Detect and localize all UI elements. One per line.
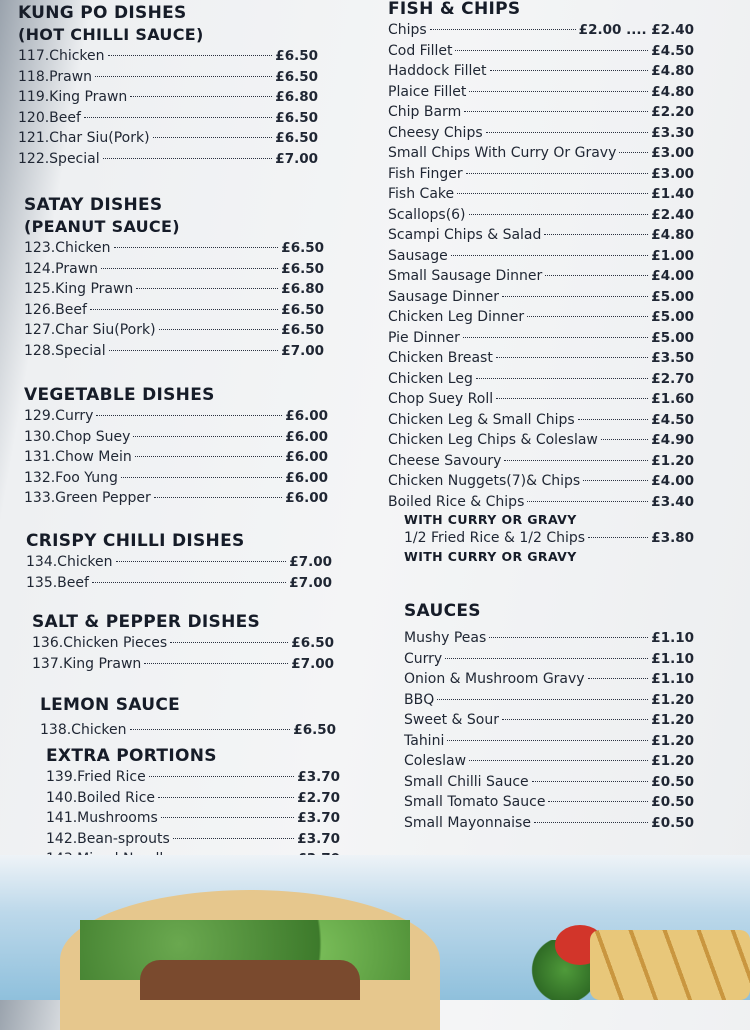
- menu-item: [32, 633, 334, 654]
- sauces-section: [404, 600, 694, 833]
- section-title: SATAY DISHES: [24, 195, 163, 215]
- item-name: Small Chilli Sauce: [404, 773, 529, 790]
- item-price: £0.50: [651, 814, 694, 831]
- item-name: 130.Chop Suey: [24, 428, 131, 445]
- dot-leader: [544, 234, 648, 235]
- menu-item: [388, 61, 694, 82]
- item-name: 121.Char Siu(Pork): [18, 130, 150, 146]
- dot-leader: [84, 117, 272, 118]
- menu-item: [404, 731, 694, 752]
- menu-item: [24, 468, 328, 489]
- item-price: £1.10: [651, 630, 694, 646]
- item-name: 119.King Prawn: [18, 89, 128, 105]
- item-name: Small Chips With Curry Or Gravy: [388, 145, 617, 161]
- menu-item: [404, 628, 694, 649]
- item-name: Sausage Dinner: [388, 288, 499, 305]
- item-name: 118.Prawn: [18, 68, 93, 85]
- menu-item: [388, 102, 694, 123]
- dot-leader: [583, 480, 648, 481]
- section-title: FISH & CHIPS: [388, 0, 521, 19]
- item-name: Chicken Leg Chips & Coleslaw: [388, 432, 598, 448]
- menu-list: [24, 406, 328, 509]
- dot-leader: [532, 781, 649, 782]
- menu-item: [404, 669, 694, 690]
- item-name: Small Mayonnaise: [404, 814, 531, 831]
- item-name: 137.King Prawn: [32, 655, 142, 672]
- spring-rolls-photo: [590, 930, 750, 1000]
- dot-leader: [116, 561, 287, 562]
- dot-leader: [548, 801, 648, 802]
- item-price: £3.40: [651, 493, 694, 510]
- section-title: LEMON SAUCE: [40, 695, 181, 715]
- dot-leader: [445, 658, 648, 659]
- menu-item: [388, 348, 694, 369]
- dot-leader: [161, 817, 294, 818]
- menu-item: [404, 751, 694, 772]
- item-price: £6.50: [293, 722, 336, 738]
- section-title: VEGETABLE DISHES: [24, 385, 215, 405]
- item-price: £3.70: [297, 830, 340, 847]
- item-price: £6.00: [285, 449, 328, 465]
- dot-leader: [437, 699, 648, 700]
- dot-leader: [154, 497, 283, 498]
- item-name: Chop Suey Roll: [388, 391, 494, 407]
- dot-leader: [133, 436, 282, 437]
- dot-leader: [601, 439, 648, 440]
- dot-leader: [527, 501, 648, 502]
- item-price: £2.00 .... £2.40: [578, 22, 694, 38]
- menu-item: [388, 143, 694, 164]
- item-name: Boiled Rice & Chips: [388, 493, 525, 510]
- item-price: £4.50: [651, 42, 694, 59]
- menu-item: [18, 108, 318, 129]
- item-name: Pie Dinner: [388, 329, 460, 346]
- item-price: £6.80: [275, 89, 318, 105]
- menu-item: [404, 649, 694, 670]
- item-name: Cheese Savoury: [388, 452, 502, 469]
- dot-leader: [121, 477, 282, 478]
- item-price: £6.50: [275, 109, 318, 126]
- item-name: Chicken Breast: [388, 350, 493, 366]
- dot-leader: [159, 329, 279, 330]
- menu-item: [388, 205, 694, 226]
- section-subtitle: (PEANUT SAUCE): [24, 217, 180, 236]
- item-price: £4.50: [651, 411, 694, 428]
- item-name: 1/2 Fried Rice & 1/2 Chips: [404, 530, 586, 546]
- item-price: £1.60: [651, 391, 694, 407]
- item-name: Cheesy Chips: [388, 124, 483, 141]
- item-name: Chicken Leg Dinner: [388, 309, 525, 325]
- item-name: 129.Curry: [24, 408, 94, 424]
- dot-leader: [486, 132, 649, 133]
- menu-item: [388, 82, 694, 103]
- item-price: £5.00: [651, 288, 694, 305]
- section-title: KUNG PO DISHES: [18, 3, 187, 23]
- menu-item: [18, 67, 318, 88]
- dot-leader: [170, 642, 288, 643]
- dot-leader: [496, 357, 648, 358]
- dot-leader: [469, 760, 648, 761]
- item-name: Fish Finger: [388, 165, 463, 182]
- item-name: 139.Fried Rice: [46, 769, 146, 785]
- item-price: £4.80: [651, 83, 694, 100]
- item-price: £6.50: [281, 301, 324, 318]
- menu-item: [46, 808, 340, 829]
- menu-item: [26, 573, 332, 594]
- item-name: Mushy Peas: [404, 630, 487, 646]
- dot-leader: [504, 460, 648, 461]
- lemon-section: [40, 694, 336, 741]
- satay-section: [24, 194, 324, 361]
- dot-leader: [95, 76, 272, 77]
- dot-leader: [144, 663, 288, 664]
- dot-leader: [96, 415, 282, 416]
- menu-item: [24, 279, 324, 300]
- menu-item: [388, 20, 694, 41]
- item-price: £0.50: [651, 794, 694, 810]
- dot-leader: [130, 96, 272, 97]
- item-name: 131.Chow Mein: [24, 449, 132, 465]
- section-title: SAUCES: [404, 601, 481, 621]
- dot-leader: [92, 582, 286, 583]
- item-name: Chicken Nuggets(7)& Chips: [388, 473, 581, 489]
- item-name: Chicken Leg & Small Chips: [388, 411, 575, 428]
- menu-item: [24, 238, 324, 259]
- dot-leader: [130, 729, 291, 730]
- dot-leader: [455, 50, 648, 51]
- vegetable-section: [24, 384, 328, 509]
- menu-item: [388, 328, 694, 349]
- item-price: £6.00: [285, 428, 328, 445]
- item-price: £2.70: [651, 370, 694, 387]
- item-price: £1.10: [651, 650, 694, 667]
- menu-list: [40, 720, 336, 741]
- item-name: 117.Chicken: [18, 48, 105, 64]
- item-price: £6.00: [285, 408, 328, 424]
- item-price: £1.20: [651, 691, 694, 708]
- item-name: Haddock Fillet: [388, 63, 487, 79]
- dot-leader: [90, 309, 278, 310]
- menu-item: [18, 46, 318, 67]
- item-price: £3.00: [651, 165, 694, 182]
- section-title: EXTRA PORTIONS: [46, 746, 217, 766]
- item-name: 125.King Prawn: [24, 281, 134, 297]
- item-name: 122.Special: [18, 150, 100, 167]
- item-price: £4.90: [651, 432, 694, 448]
- item-price: £1.00: [651, 247, 694, 264]
- item-name: Cod Fillet: [388, 42, 453, 59]
- menu-item: [18, 87, 318, 108]
- menu-item: [404, 772, 694, 793]
- item-name: Small Sausage Dinner: [388, 268, 543, 284]
- crispy-section: [26, 530, 332, 593]
- menu-item: [404, 813, 694, 834]
- item-price: £7.00: [275, 150, 318, 167]
- dot-leader: [447, 740, 648, 741]
- dot-leader: [588, 537, 648, 538]
- section-title: CRISPY CHILLI DISHES: [26, 531, 245, 551]
- item-price: £7.00: [289, 554, 332, 570]
- item-price: £3.80: [651, 530, 694, 546]
- item-price: £1.20: [651, 452, 694, 469]
- dot-leader: [173, 838, 295, 839]
- menu-item: [46, 829, 340, 850]
- item-price: £5.00: [651, 329, 694, 346]
- menu-item: [18, 149, 318, 170]
- item-price: £6.50: [275, 130, 318, 146]
- menu-item: [24, 488, 328, 509]
- item-price: £1.20: [651, 712, 694, 728]
- item-price: £7.00: [289, 574, 332, 591]
- dot-leader: [489, 637, 648, 638]
- dot-leader: [463, 337, 648, 338]
- dot-leader: [476, 378, 648, 379]
- item-price: £5.00: [651, 309, 694, 325]
- menu-list: [18, 46, 318, 169]
- dot-leader: [158, 797, 294, 798]
- item-name: Tahini: [404, 732, 445, 749]
- item-price: £6.80: [281, 281, 324, 297]
- item-name: 123.Chicken: [24, 240, 111, 256]
- item-name: 136.Chicken Pieces: [32, 635, 168, 651]
- menu-item: [388, 41, 694, 62]
- dot-leader: [153, 137, 273, 138]
- dot-leader: [136, 288, 278, 289]
- menu-list: [404, 628, 694, 833]
- dot-leader: [101, 268, 278, 269]
- menu-item: [388, 430, 694, 451]
- menu-item: [24, 300, 324, 321]
- item-name: Sweet & Sour: [404, 712, 499, 728]
- item-price: £1.40: [651, 186, 694, 202]
- item-name: 141.Mushrooms: [46, 810, 158, 826]
- menu-item: [24, 427, 328, 448]
- item-price: £1.10: [651, 671, 694, 687]
- menu-item: [404, 710, 694, 731]
- saltpepper-section: [32, 611, 334, 674]
- menu-item: [388, 451, 694, 472]
- extra-section: [46, 745, 340, 870]
- item-price: £7.00: [291, 655, 334, 672]
- item-price: £2.70: [297, 789, 340, 806]
- item-name: 120.Beef: [18, 109, 81, 126]
- item-name: 124.Prawn: [24, 260, 99, 277]
- item-price: £2.40: [651, 206, 694, 223]
- dot-leader: [466, 173, 649, 174]
- item-price: £6.50: [281, 260, 324, 277]
- menu-item: [40, 720, 336, 741]
- item-name: 134.Chicken: [26, 554, 113, 570]
- item-price: £3.70: [297, 769, 340, 785]
- item-name: Small Tomato Sauce: [404, 794, 546, 810]
- menu-list: [26, 552, 332, 593]
- menu-item: [32, 654, 334, 675]
- menu-item: [388, 123, 694, 144]
- item-price: £1.20: [651, 753, 694, 769]
- item-price: £6.50: [281, 322, 324, 338]
- dot-leader: [496, 398, 648, 399]
- menu-item: [388, 389, 694, 410]
- menu-item: [18, 128, 318, 149]
- item-name: Onion & Mushroom Gravy: [404, 671, 585, 687]
- item-name: Chips: [388, 22, 427, 38]
- item-name: 140.Boiled Rice: [46, 789, 155, 806]
- menu-item: [388, 246, 694, 267]
- item-name: Chicken Leg: [388, 370, 473, 387]
- menu-item: [404, 690, 694, 711]
- item-price: £4.00: [651, 268, 694, 284]
- note-curry-gravy: WITH CURRY OR GRAVY: [404, 548, 577, 564]
- item-price: £3.70: [297, 810, 340, 826]
- dot-leader: [619, 152, 648, 153]
- item-price: £3.30: [651, 124, 694, 141]
- note-curry-gravy: WITH CURRY OR GRAVY: [404, 512, 577, 527]
- item-price: £6.00: [285, 490, 328, 506]
- menu-item: [24, 320, 324, 341]
- item-name: Coleslaw: [404, 753, 467, 769]
- dot-leader: [109, 350, 279, 351]
- dot-leader: [149, 776, 295, 777]
- menu-item: [388, 164, 694, 185]
- item-price: £4.80: [651, 227, 694, 243]
- item-name: Chip Barm: [388, 104, 462, 120]
- item-price: £1.20: [651, 732, 694, 749]
- item-name: 133.Green Pepper: [24, 490, 151, 506]
- dot-leader: [135, 456, 283, 457]
- item-price: £4.80: [651, 63, 694, 79]
- dot-leader: [114, 247, 279, 248]
- item-price: £6.50: [291, 635, 334, 651]
- dot-leader: [545, 275, 648, 276]
- menu-item: [388, 307, 694, 328]
- section-subtitle: (HOT CHILLI SAUCE): [18, 25, 204, 44]
- item-name: 128.Special: [24, 342, 106, 359]
- dot-leader: [527, 316, 648, 317]
- menu-item: [24, 406, 328, 427]
- menu-list: [32, 633, 334, 674]
- item-name: Curry: [404, 650, 443, 667]
- item-price: £7.00: [281, 342, 324, 359]
- menu-item: [24, 259, 324, 280]
- item-price: £6.50: [281, 240, 324, 256]
- dot-leader: [588, 678, 649, 679]
- item-name: BBQ: [404, 691, 435, 708]
- item-name: Scallops(6): [388, 206, 466, 223]
- menu-item: [388, 369, 694, 390]
- menu-item: [388, 184, 694, 205]
- menu-item: [388, 266, 694, 287]
- item-price: £3.50: [651, 350, 694, 366]
- dot-leader: [457, 193, 648, 194]
- item-name: 126.Beef: [24, 301, 87, 318]
- menu-item: [388, 287, 694, 308]
- menu-item: [404, 528, 694, 549]
- item-price: £4.00: [651, 473, 694, 489]
- item-name: 127.Char Siu(Pork): [24, 322, 156, 338]
- menu-item: [388, 492, 694, 513]
- item-price: £2.20: [651, 104, 694, 120]
- menu-item: [24, 341, 324, 362]
- kungpo-section: [18, 2, 318, 169]
- dot-leader: [469, 91, 648, 92]
- dot-leader: [103, 158, 273, 159]
- item-name: Plaice Fillet: [388, 83, 467, 100]
- section-title: SALT & PEPPER DISHES: [32, 612, 261, 632]
- item-name: Scampi Chips & Salad: [388, 227, 542, 243]
- item-price: £6.50: [275, 68, 318, 85]
- menu-item: [26, 552, 332, 573]
- item-name: Fish Cake: [388, 186, 455, 202]
- menu-item: [46, 767, 340, 788]
- menu-item: [46, 788, 340, 809]
- item-price: £3.00: [651, 145, 694, 161]
- menu-item: [24, 447, 328, 468]
- dot-leader: [502, 296, 648, 297]
- item-name: 142.Bean-sprouts: [46, 830, 170, 847]
- dot-leader: [469, 214, 649, 215]
- menu-list: [24, 238, 324, 361]
- item-price: £6.00: [285, 469, 328, 486]
- item-price: £6.50: [275, 48, 318, 64]
- dot-leader: [451, 255, 649, 256]
- menu-list: [388, 20, 694, 512]
- item-name: 132.Foo Yung: [24, 469, 118, 486]
- menu-item: [388, 225, 694, 246]
- meat-photo: [140, 960, 360, 1000]
- dot-leader: [430, 29, 576, 30]
- dot-leader: [464, 111, 648, 112]
- item-name: 135.Beef: [26, 574, 89, 591]
- menu-item: [388, 410, 694, 431]
- dot-leader: [490, 70, 649, 71]
- dot-leader: [502, 719, 648, 720]
- menu-item: [388, 471, 694, 492]
- item-name: 138.Chicken: [40, 722, 127, 738]
- dot-leader: [108, 55, 273, 56]
- dot-leader: [534, 822, 648, 823]
- item-price: £0.50: [651, 773, 694, 790]
- fish-section: [388, 0, 694, 565]
- menu-item: [404, 792, 694, 813]
- dot-leader: [578, 419, 649, 420]
- item-name: Sausage: [388, 247, 448, 264]
